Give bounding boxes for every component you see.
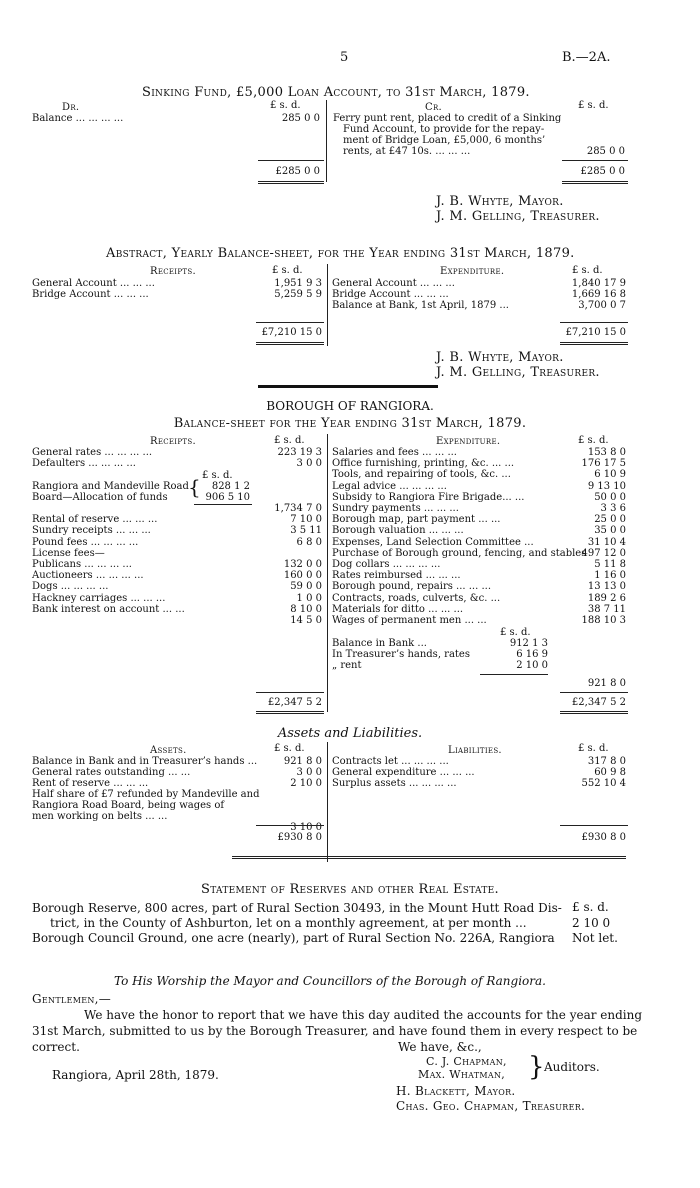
expenditure-value: 189 2 6 <box>587 592 626 604</box>
receipt-value: 132 0 0 <box>283 559 322 570</box>
receipt-value: 7 10 0 <box>290 514 322 526</box>
liability-value: 317 8 0 <box>587 756 626 767</box>
receipt-value: 8 10 0 <box>290 603 322 615</box>
expenditure-label: Salaries and fees ... ... ... <box>332 447 457 458</box>
expenditure-heading: Expenditure. <box>440 266 505 277</box>
inner-value: 906 5 10 <box>205 492 250 503</box>
receipt-value: 3 5 11 <box>290 525 322 537</box>
balance-label: Balance in Bank ... <box>332 638 427 649</box>
expenditure-value: 3,700 0 7 <box>578 300 626 311</box>
expenditure-label: Borough map, part payment ... ... <box>332 514 501 526</box>
receipt-value: 223 19 3 <box>277 447 322 458</box>
asset-label: Rent of reserve ... ... ... <box>32 778 149 789</box>
lsd-header: £ s. d. <box>578 100 609 111</box>
receipt-label: Board—Allocation of funds <box>32 491 168 503</box>
receipt-label: Hackney carriages ... ... ... <box>32 592 166 604</box>
receipt-label: Defaulters ... ... ... ... <box>32 458 136 470</box>
balance-label: In Treasurer’s hands, rates <box>332 649 470 660</box>
asset-value: 921 8 0 <box>283 756 322 767</box>
reserve-line: trict, in the County of Ashburton, let on a monthly agreement, at per month ... <box>50 916 527 930</box>
receipt-label: Auctioneers ... ... ... ... <box>32 570 144 582</box>
abstract-title: Abstract, Yearly Balance-sheet, for the Year ending 31st March, 1879. <box>106 246 575 261</box>
page-reference: B.—2A. <box>562 50 611 65</box>
expenditure-value: 25 0 0 <box>594 514 626 526</box>
borough-title: BOROUGH OF RANGIORA. <box>266 399 434 413</box>
cr-line: ment of Bridge Loan, £5,000, 6 months’ <box>343 135 546 146</box>
liability-value: 552 10 4 <box>581 778 626 789</box>
audit-address: To His Worship the Mayor and Councillors of the Borough of Rangiora. <box>114 974 546 988</box>
expenditure-label: Dog collars ... ... ... ... <box>332 559 441 570</box>
asset-value: 3 0 0 <box>296 767 322 778</box>
lsd-header: £ s. d. <box>274 743 305 754</box>
signature-mayor: H. Blackett, Mayor. <box>396 1084 516 1098</box>
receipt-label: Dogs ... ... ... ... <box>32 581 109 593</box>
total-left: £285 0 0 <box>275 166 320 177</box>
asset-label: General rates outstanding ... ... <box>32 767 191 778</box>
reserve-line: Borough Council Ground, one acre (nearly), part of Rural Section No. 226A, Rangiora <box>32 931 555 945</box>
asset-value: 3 10 0 <box>290 822 322 833</box>
receipt-value: 59 0 0 <box>290 581 322 593</box>
expenditure-value: 35 0 0 <box>594 525 626 537</box>
receipt-value: 160 0 0 <box>283 570 322 582</box>
expenditure-heading: Expenditure. <box>436 436 501 447</box>
balance-value: 912 1 3 <box>509 638 548 649</box>
signature-mayor: J. B. Whyte, Mayor. <box>436 194 564 209</box>
expenditure-value: 3 3 6 <box>600 503 626 514</box>
page-number: 5 <box>340 50 349 65</box>
liability-label: Surplus assets ... ... ... ... <box>332 778 457 789</box>
auditor-name: Max. Whatman, <box>418 1068 506 1081</box>
receipt-label: Bank interest on account ... ... <box>32 603 185 615</box>
total-right: £930 8 0 <box>581 832 626 843</box>
expenditure-value: 1,669 16 8 <box>571 289 626 300</box>
borough-subtitle: Balance-sheet for the Year ending 31st March, 1879. <box>173 416 527 431</box>
receipt-value: 1 0 0 <box>296 592 322 604</box>
dr-label: Dr. <box>62 102 80 113</box>
expenditure-label: Subsidy to Rangiora Fire Brigade... ... <box>332 491 525 503</box>
receipt-value: 3 0 0 <box>296 458 322 470</box>
receipt-value: 6 8 0 <box>296 536 322 548</box>
balance-label: „ rent <box>332 660 362 671</box>
total-left: £2,347 5 2 <box>267 697 322 708</box>
asset-label: Half share of £7 refunded by Mandeville and <box>32 789 260 800</box>
expenditure-value: 50 0 0 <box>594 491 626 503</box>
lsd-header: £ s. d. <box>274 435 305 446</box>
assets-heading: Assets. <box>150 745 187 756</box>
signature-mayor: J. B. Whyte, Mayor. <box>436 350 564 365</box>
lsd-header: £ s. d. <box>572 265 603 276</box>
receipt-value: 14 5 0 <box>290 615 322 626</box>
expenditure-value: 1,840 17 9 <box>571 278 626 289</box>
cr-line: Ferry punt rent, placed to credit of a Sinking <box>333 113 562 124</box>
total-right: £2,347 5 2 <box>571 697 626 708</box>
receipt-value: 1,951 9 3 <box>274 278 322 289</box>
expenditure-value: 6 10 9 <box>594 469 626 481</box>
auditors-label: Auditors. <box>544 1060 600 1074</box>
reserve-value: Not let. <box>572 931 618 945</box>
reserves-title: Statement of Reserves and other Real Estate. <box>201 882 499 897</box>
cr-line: Fund Account, to provide for the repay- <box>343 124 545 135</box>
audit-paragraph: 31st March, submitted to us by the Borough Treasurer, and have found them in every respect to be <box>32 1024 638 1038</box>
signature-treasurer: Chas. Geo. Chapman, Treasurer. <box>396 1099 586 1113</box>
cr-line: rents, at £47 10s. ... ... ... <box>343 146 471 157</box>
receipt-label: Pound fees ... ... ... ... <box>32 536 139 548</box>
expenditure-value: 497 12 0 <box>581 547 626 559</box>
receipts-heading: Receipts. <box>150 266 196 277</box>
liabilities-heading: Liabilities. <box>448 745 502 756</box>
receipts-heading: Receipts. <box>150 436 196 447</box>
expenditure-value: 153 8 0 <box>587 447 626 458</box>
receipt-label: General rates ... ... ... ... <box>32 447 153 458</box>
expenditure-value: 31 10 4 <box>587 536 626 548</box>
receipt-label: License fees— <box>32 547 105 559</box>
audit-place-date: Rangiora, April 28th, 1879. <box>52 1068 219 1082</box>
reserve-line: Borough Reserve, 800 acres, part of Rural Section 30493, in the Mount Hutt Road Dis- <box>32 901 562 915</box>
expenditure-label: Bridge Account ... ... ... <box>332 289 449 300</box>
liability-value: 60 9 8 <box>594 767 626 778</box>
expenditure-label: Borough valuation ... ... ... <box>332 525 464 537</box>
sinking-title: Sinking Fund, £5,000 Loan Account, to 31st March, 1879. <box>142 85 530 100</box>
receipt-value: 5,259 5 9 <box>274 289 322 300</box>
receipt-label: Bridge Account ... ... ... <box>32 289 149 300</box>
dr-item: Balance ... ... ... ... <box>32 113 124 124</box>
expenditure-label: Expenses, Land Selection Committee ... <box>332 536 534 548</box>
dr-value: 285 0 0 <box>281 113 320 124</box>
total-left: £930 8 0 <box>277 832 322 843</box>
expenditure-label: Materials for ditto ... ... ... <box>332 603 464 615</box>
expenditure-label: Wages of permanent men ... ... <box>332 615 487 626</box>
balance-value: 6 16 9 <box>516 649 548 660</box>
expenditure-label: Tools, and repairing of tools, &c. ... <box>332 469 511 481</box>
signature-treasurer: J. M. Gelling, Treasurer. <box>436 365 600 380</box>
liability-label: General expenditure ... ... ... <box>332 767 475 778</box>
lsd-header: £ s. d. <box>578 743 609 754</box>
lsd-header: £ s. d. <box>578 435 609 446</box>
asset-label: men working on belts ... ... <box>32 811 168 822</box>
inner-value: 828 1 2 <box>211 481 250 492</box>
receipt-value: 1,734 7 0 <box>274 503 322 514</box>
expenditure-value: 38 7 11 <box>587 603 626 615</box>
cr-label: Cr. <box>425 102 443 113</box>
signature-treasurer: J. M. Gelling, Treasurer. <box>436 209 600 224</box>
inner-lsd: £ s. d. <box>202 470 233 481</box>
expenditure-label: Sundry payments ... ... ... <box>332 503 459 514</box>
auditor-name: C. J. Chapman, <box>426 1055 507 1068</box>
asset-value: 2 10 0 <box>290 778 322 789</box>
expenditure-label: Purchase of Borough ground, fencing, and stables <box>332 547 587 559</box>
lsd-header: £ s. d. <box>572 900 609 914</box>
liability-label: Contracts let ... ... ... ... <box>332 756 449 767</box>
expenditure-label: Legal advice ... ... ... ... <box>332 480 447 492</box>
lsd-header: £ s. d. <box>272 265 303 276</box>
expenditure-value: 5 11 8 <box>594 559 626 570</box>
receipt-label: Rangiora and Mandeville Road <box>32 480 189 492</box>
expenditure-label: Office furnishing, printing, &c. ... ... <box>332 458 515 470</box>
audit-paragraph: correct. <box>32 1040 80 1054</box>
expenditure-label: General Account ... ... ... <box>332 278 455 289</box>
reserve-value: 2 10 0 <box>572 916 611 930</box>
expenditure-value: 9 13 10 <box>587 480 626 492</box>
expenditure-label: Balance at Bank, 1st April, 1879 ... <box>332 300 509 311</box>
expenditure-value: 176 17 5 <box>581 458 626 470</box>
cr-value: 285 0 0 <box>586 146 625 157</box>
total-right: £7,210 15 0 <box>565 327 626 338</box>
expenditure-value: 13 13 0 <box>587 581 626 593</box>
expenditure-label: Rates reimbursed ... ... ... <box>332 570 461 582</box>
total-right: £285 0 0 <box>580 166 625 177</box>
audit-paragraph: We have the honor to report that we have this day audited the accounts for the year ending <box>84 1008 643 1022</box>
receipt-label: Sundry receipts ... ... ... <box>32 525 151 537</box>
bal-total: 921 8 0 <box>587 678 626 689</box>
total-left: £7,210 15 0 <box>261 327 322 338</box>
assets-title: Assets and Liabilities. <box>277 726 423 741</box>
audit-greeting: Gentlemen,— <box>32 992 112 1006</box>
receipt-label: Rental of reserve ... ... ... <box>32 514 158 526</box>
expenditure-value: 188 10 3 <box>581 615 626 626</box>
expenditure-label: Contracts, roads, culverts, &c. ... <box>332 592 501 604</box>
lsd-header: £ s. d. <box>270 100 301 111</box>
document-page: 5 B.—2A. Sinking Fund, £5,000 Loan Account, to 31st March, 1879. Dr. £ s. d. Cr. £ s. d. Balance ... ... ... ... 285 0 0 Ferry punt rent, placed to credit of a Sinking Fund Account, to provide for the repay- ment of Bridge Loan, £5,000, 6 months’ rents, at £47 10s. ... ... ... 285 0 0 £285 0 0 £285 0 0 J. B. Whyte, Mayor. J. M. Gelling, Treasurer. Abstract, Yearly Balance-sheet, for the Year ending 31st March, 1879. Receipts. £ s. d. Expenditure. £ s. d. General Account ... ... ... 1,951 9 3 Bridge Account ... ... ... 5,259 5 9 General Account ... ... ... 1,840 17 9 Bridge Account ... ... ... 1,669 16 8 Balance at Bank, 1st April, 1879 ... 3,700 0 7 £7,210 15 0 £7,210 15 0 J. B. Whyte, Mayor. J. M. Gelling, Treasurer. BOROUGH OF RANGIORA. Balance-sheet for the Year ending 31st March, 1879. Receipts. £ s. d. Expenditure. £ s. d. General rates ... ... ... ... 223 19 3 Defaulters ... ... ... ... 3 0 0 Rangiora and Mandeville Road Board—Allocation of funds 1,734 7 0 Rental of reserve ... ... ... 7 10 0 Sundry receipts ... ... ... 3 5 11 Pound fees ... ... ... ... 6 8 0 License fees— Publicans ... ... ... ... 132 0 0 Auctioneers ... ... ... ... 160 0 0 Dogs ... ... ... ... 59 0 0 Hackney carriages ... ... ... 1 0 0 Bank interest on account ... ... 8 10 0 14 5 0 Salaries and fees ... ... ... 153 8 0 Office furnishing, printing, &c. ... ... 176 17 5 Tools, and repairing of tools, &c. ... 6 10 9 Legal advice ... ... ... ... 9 13 10 Subsidy to Rangiora Fire Brigade... ... 50 0 0 Sundry payments ... ... ... 3 3 6 Borough map, part payment ... ... 25 0 0 Borough valuation ... ... ... 35 0 0 Expenses, Land Selection Committee ... 31 10 4 Purchase of Borough ground, fencing, and stables 497 12 0 Dog collars ... ... ... ... 5 11 8 Rates reimbursed ... ... ... 1 16 0 Borough pound, repairs ... ... ... 13 13 0 Contracts, roads, culverts, &c. ... 189 2 6 Materials for ditto ... ... ... 38 7 11 Wages of permanent men ... ... 188 10 3 £ s. d. { 828 1 2 906 5 10 £ s. d. Balance in Bank ... 912 1 3 In Treasurer’s hands, rates 6 16 9 „ rent 2 10 0 921 8 0 £2,347 5 2 £2,347 5 2 Assets and Liabilities. Assets. £ s. d. Liabilities. £ s. d. Balance in Bank and in Treasurer’s hands ... 921 8 0 General rates outstanding ... ... 3 0 0 Rent of reserve ... ... ... 2 10 0 Half share of £7 refunded by Mandeville and Rangiora Road Board, being wages of men working on belts ... ... 3 10 0 Contracts let ... ... ... ... 317 8 0 General expenditure ... ... ... 60 9 8 Surplus assets ... ... ... ... 552 10 4 £930 8 0 £930 8 0 Statement of Reserves and other Real Estate. £ s. d. Borough Reserve, 800 acres, part of Rural Section 30493, in the Mount Hutt Road Dis- trict, in the County of Ashburton, let on a monthly agreement, at per month ... 2 10 0 Borough Council Ground, one acre (nearly), part of Rural Section No. 226A, Rangiora Not let. To His Worship the Mayor and Councillors of the Borough of Rangiora. Gentlemen,— We have the honor to report that we have this day audited the accounts for the year ending 31st March, submitted to us by the Borough Treasurer, and have found them in every respect to be correct. We have, &c., C. J. Chapman, Max. Whatman, } Auditors. Rangiora, April 28th, 1879. H. Blackett, Mayor. Chas. Geo. Chapman, Treasurer. <box>0 0 700 1188</box>
asset-label: Balance in Bank and in Treasurer’s hands ... <box>32 756 258 767</box>
receipt-label: General Account ... ... ... <box>32 278 155 289</box>
balance-value: 2 10 0 <box>516 660 548 671</box>
asset-label: Rangiora Road Board, being wages of <box>32 800 225 811</box>
expenditure-value: 1 16 0 <box>594 570 626 582</box>
bal-lsd: £ s. d. <box>500 627 531 638</box>
expenditure-label: Borough pound, repairs ... ... ... <box>332 581 492 593</box>
audit-close: We have, &c., <box>398 1040 482 1054</box>
receipt-label: Publicans ... ... ... ... <box>32 559 132 570</box>
